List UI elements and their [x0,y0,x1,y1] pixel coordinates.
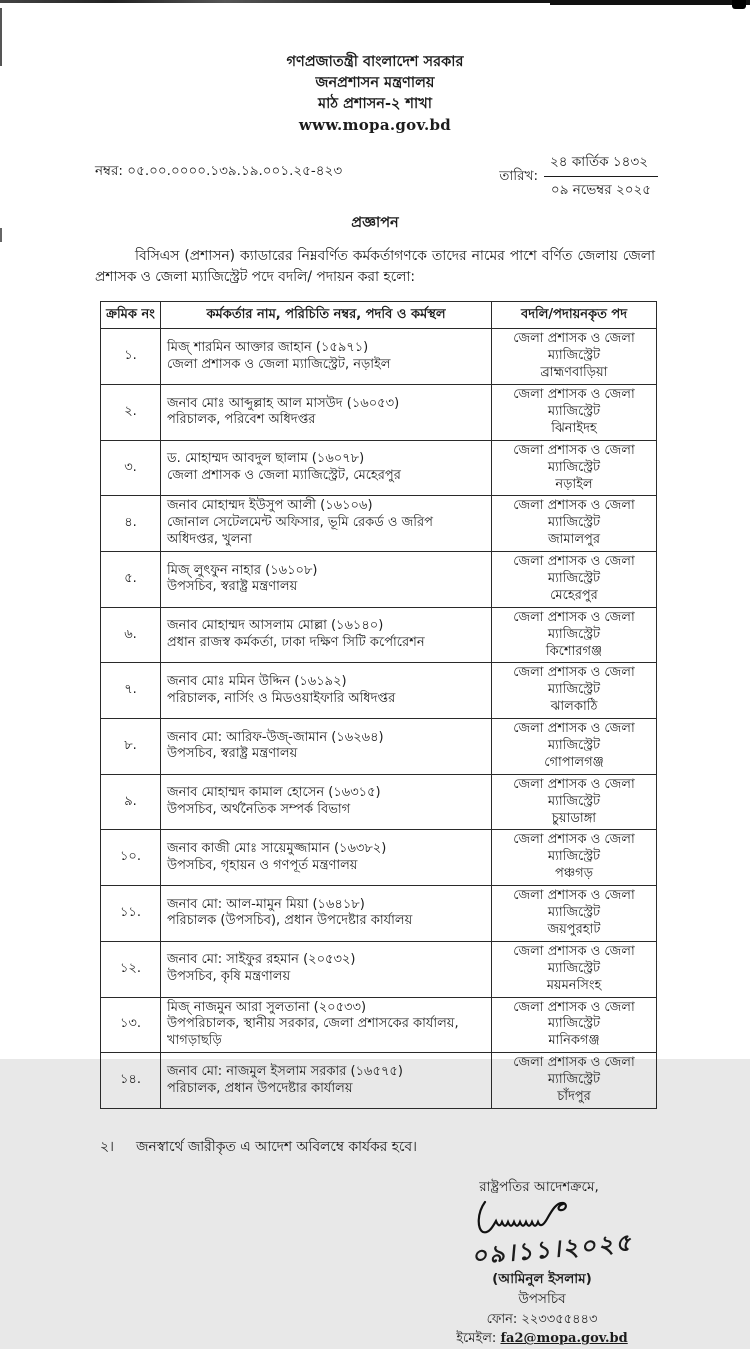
posting-cell [492,774,657,830]
officer-name: মিজ্‌ নাজমুন আরা সুলতানা (২০৫৩৩) [167,999,367,1015]
officer-designation: উপসচিব, গৃহায়ন ও গণপূর্ত মন্ত্রণালয় [167,857,358,873]
column-header-officer: কর্মকর্তার নাম, পরিচিতি নম্বর, পদবি ও কর্মস্থল [161,301,492,329]
table-row [101,830,657,886]
officer-cell [161,663,492,719]
table-row [101,941,657,997]
officer-cell [161,607,492,663]
memo-number-value: ০৫.০০.০০০০.১৩৯.১৯.০০১.২৫-৪২৩ [127,162,343,179]
officer-designation: পরিচালক, প্রধান উপদেষ্টার কার্যালয় [167,1080,353,1096]
signatory-designation: উপসচিব [518,1291,566,1308]
serial-cell: ৯. [101,774,161,830]
serial-cell: ১. [101,329,161,385]
serial-cell: ১০. [101,830,161,886]
table-row [101,385,657,441]
posting-title: জেলা প্রশাসক ও জেলা ম্যাজিস্ট্রেট [513,387,635,419]
scan-artifact-top-right [550,0,750,5]
memo-date-bangla: ২৪ কার্তিক ১৪৩২ [544,151,658,177]
posting-district: জয়পুরহাট [547,921,601,937]
table-row [101,1053,657,1109]
table-row [101,886,657,942]
branch-name: মাঠ প্রশাসন-২ শাখা [318,96,432,113]
officer-name: জনাব মো: আরিফ-উজ্-জামান (১৬২৬৪) [167,729,384,745]
officer-cell [161,329,492,385]
officer-name: জনাব মো: আল-মামুন মিয়া (১৬৪১৮) [167,896,365,912]
serial-cell: ১৩. [101,997,161,1053]
officer-cell [161,997,492,1053]
officer-designation: জেলা প্রশাসক ও জেলা ম্যাজিস্ট্রেট, নড়াইল [167,356,391,372]
posting-cell [492,719,657,775]
officer-cell [161,552,492,608]
officer-cell [161,496,492,552]
officer-name: ড. মোহাম্মদ আবদুল ছালাম (১৬০৭৮) [167,451,365,467]
table-row [101,663,657,719]
posting-district: মেহেরপুর [550,587,598,603]
posting-district: চাঁদপুর [557,1088,591,1104]
officer-cell [161,830,492,886]
scan-artifact-left-line [0,8,2,66]
posting-title: জেলা প্রশাসক ও জেলা ম্যাজিস্ট্রেট [513,776,635,809]
posting-title: জেলা প্রশাসক ও জেলা ম্যাজিস্ট্রেট [513,331,635,364]
column-header-posting: বদলি/পদায়নকৃত পদ [492,301,657,329]
memo-date-label: তারিখ: [499,167,538,184]
posting-title: জেলা প্রশাসক ও জেলা ম্যাজিস্ট্রেট [513,498,635,531]
posting-cell [492,1053,657,1109]
serial-cell: ১২. [101,941,161,997]
intro-paragraph: বিসিএস (প্রশাসন) ক্যাডারের নিম্নবর্ণিত কর্মকর্তাগণকে তাদের নামের পাশে বর্ণিত জেলায় জেলা প্রশাসক ও জেলা ম্যাজিস্ট্রেট পদে বদলি/ পদায়ন করা হলো: [95,247,655,286]
signature-block [412,1177,672,1349]
posting-cell [492,496,657,552]
officer-designation: উপসচিব, স্বরাষ্ট্র মন্ত্রণালয় [167,746,298,762]
officer-name: জনাব কাজী মোঃ সায়েমুজ্জামান (১৬৩৮২) [167,840,387,856]
by-order-text: রাষ্ট্রপতির আদেশক্রমে, [479,1178,599,1195]
officer-name: জনাব মোহাম্মদ কামাল হোসেন (১৬৩১৫) [167,785,381,801]
posting-cell [492,830,657,886]
posting-district: জামালপুর [547,532,601,548]
email-line [412,1329,672,1349]
posting-title: জেলা প্রশাসক ও জেলা ম্যাজিস্ট্রেট [513,999,635,1032]
serial-cell: ৪. [101,496,161,552]
officer-designation: উপসচিব, স্বরাষ্ট্র মন্ত্রণালয় [167,579,298,595]
table-row [101,774,657,830]
posting-district: পঞ্চগড় [555,866,593,882]
posting-district: ব্রাহ্মণবাড়িয়া [540,365,608,381]
officer-cell [161,941,492,997]
table-row [101,496,657,552]
handwritten-date: ০৯।১১।২০২৫ [472,1226,636,1271]
officer-designation: পরিচালক, পরিবেশ অধিদপ্তর [167,412,316,428]
officer-designation: উপপরিচালক, স্থানীয় সরকার, জেলা প্রশাসকের কার্যালয়, খাগড়াছড়ি [167,1016,459,1049]
serial-cell: ২. [101,385,161,441]
posting-district: চুয়াডাঙ্গা [551,810,597,826]
table-row [101,607,657,663]
posting-district: নড়াইল [555,476,593,492]
posting-district: গোপালগঞ্জ [544,754,604,770]
officer-cell [161,440,492,496]
clause-2 [100,1135,750,1159]
email-label: ইমেইল: [456,1331,497,1347]
posting-district: ঝালকাঠি [550,699,598,715]
table-row [101,997,657,1053]
officer-name: জনাব মোঃ মমিন উদ্দিন (১৬১৯২) [167,673,347,689]
transfer-table [100,301,657,1109]
officer-cell [161,774,492,830]
posting-cell [492,440,657,496]
serial-cell: ৫. [101,552,161,608]
memo-number-label: নম্বর: [95,162,123,179]
memo-reference-row [95,151,658,202]
officer-cell [161,1053,492,1109]
serial-cell: ১১. [101,886,161,942]
posting-district: ঝিনাইদহ [551,420,597,436]
officer-cell [161,719,492,775]
posting-title: জেলা প্রশাসক ও জেলা ম্যাজিস্ট্রেট [513,665,635,698]
phone-line [412,1310,672,1330]
officer-designation: জোনাল সেটেলমেন্ট অফিসার, ভূমি রেকর্ড ও জরিপ অধিদপ্তর, খুলনা [167,515,433,548]
officer-name: জনাব মো: নাজমুল ইসলাম সরকার (১৬৫৭৫) [167,1063,403,1079]
serial-cell: ১৪. [101,1053,161,1109]
clause-2-number: ২। [100,1138,114,1155]
phone-value: ২২৩৩৫৫৪৪৩ [521,1311,598,1327]
officer-designation: উপসচিব, অর্থনৈতিক সম্পর্ক বিভাগ [167,802,351,818]
officer-designation: পরিচালক (উপসচিব), প্রধান উপদেষ্টার কার্যালয় [167,913,413,929]
officer-designation: জেলা প্রশাসক ও জেলা ম্যাজিস্ট্রেট, মেহেরপুর [167,468,401,484]
memo-number [95,151,342,183]
officer-name: জনাব মো: সাইফুর রহমান (২০৫৩২) [167,952,356,968]
posting-title: জেলা প্রশাসক ও জেলা ম্যাজিস্ট্রেট [513,1055,635,1088]
posting-title: জেলা প্রশাসক ও জেলা ম্যাজিস্ট্রেট [513,943,635,976]
officer-designation: উপসচিব, কৃষি মন্ত্রণালয় [167,969,291,985]
posting-title: জেলা প্রশাসক ও জেলা ম্যাজিস্ট্রেট [513,888,635,921]
table-row [101,329,657,385]
posting-cell [492,997,657,1053]
column-header-serial: ক্রমিক নং [101,301,161,329]
letterhead [0,0,750,137]
scan-artifact-corner-blob [732,0,746,9]
officer-cell [161,385,492,441]
website-text: www.mopa.gov.bd [298,116,452,135]
posting-district: কিশোরগঞ্জ [545,643,603,659]
document-title: প্রজ্ঞাপন [351,214,399,231]
posting-cell [492,329,657,385]
table-body [101,329,657,1108]
officer-designation: প্রধান রাজস্ব কর্মকর্তা, ঢাকা দক্ষিণ সিটি কর্পোরেশন [167,635,425,651]
officer-name: মিজ্‌ লুৎফুন নাহার (১৬১০৮) [167,562,318,578]
table-header [101,301,657,329]
posting-title: জেলা প্রশাসক ও জেলা ম্যাজিস্ট্রেট [513,442,635,475]
officer-cell [161,886,492,942]
posting-title: জেলা প্রশাসক ও জেলা ম্যাজিস্ট্রেট [513,721,635,754]
officer-name: জনাব মোহাম্মদ আসলাম মোল্লা (১৬১৪০) [167,618,384,634]
signatory-name: (আমিনুল ইসলাম) [492,1271,592,1288]
table-row [101,719,657,775]
ministry-name: জনপ্রশাসন মন্ত্রণালয় [315,75,435,92]
posting-district: ময়মনসিংহ [546,977,602,993]
phone-label: ফোন: [486,1311,518,1327]
officer-name: জনাব মোহাম্মদ ইউসুপ আলী (১৬১০৬) [167,498,373,514]
officer-name: মিজ্‌ শারমিন আক্তার জাহান (১৫৯৭১) [167,339,369,355]
government-name: গণপ্রজাতন্ত্রী বাংলাদেশ সরকার [286,54,464,70]
posting-title: জেলা প্রশাসক ও জেলা ম্যাজিস্ট্রেট [513,832,635,865]
posting-title: জেলা প্রশাসক ও জেলা ম্যাজিস্ট্রেট [513,554,635,587]
memo-date [499,151,658,202]
memo-date-gregorian: ০৯ নভেম্বর ২০২৫ [550,181,652,198]
posting-cell [492,663,657,719]
posting-cell [492,385,657,441]
table-row [101,552,657,608]
scan-artifact-left-tick [0,228,2,242]
serial-cell: ৭. [101,663,161,719]
officer-designation: পরিচালক, নার্সিং ও মিডওয়াইফারি অধিদপ্তর [167,690,396,706]
serial-cell: ৬. [101,607,161,663]
posting-cell [492,886,657,942]
posting-cell [492,552,657,608]
posting-title: জেলা প্রশাসক ও জেলা ম্যাজিস্ট্রেট [513,609,635,642]
clause-2-text: জনস্বার্থে জারীকৃত এ আদেশ অবিলম্বে কার্যকর হবে। [136,1138,417,1155]
table-row [101,440,657,496]
memo-date-stack [544,151,658,202]
serial-cell: ৮. [101,719,161,775]
posting-district: মানিকগঞ্জ [548,1033,600,1049]
posting-cell [492,607,657,663]
email-value: fa2@mopa.gov.bd [500,1331,628,1347]
posting-cell [492,941,657,997]
officer-name: জনাব মোঃ আব্দুল্লাহ আল মাসউদ (১৬০৫৩) [167,395,400,411]
serial-cell: ৩. [101,440,161,496]
